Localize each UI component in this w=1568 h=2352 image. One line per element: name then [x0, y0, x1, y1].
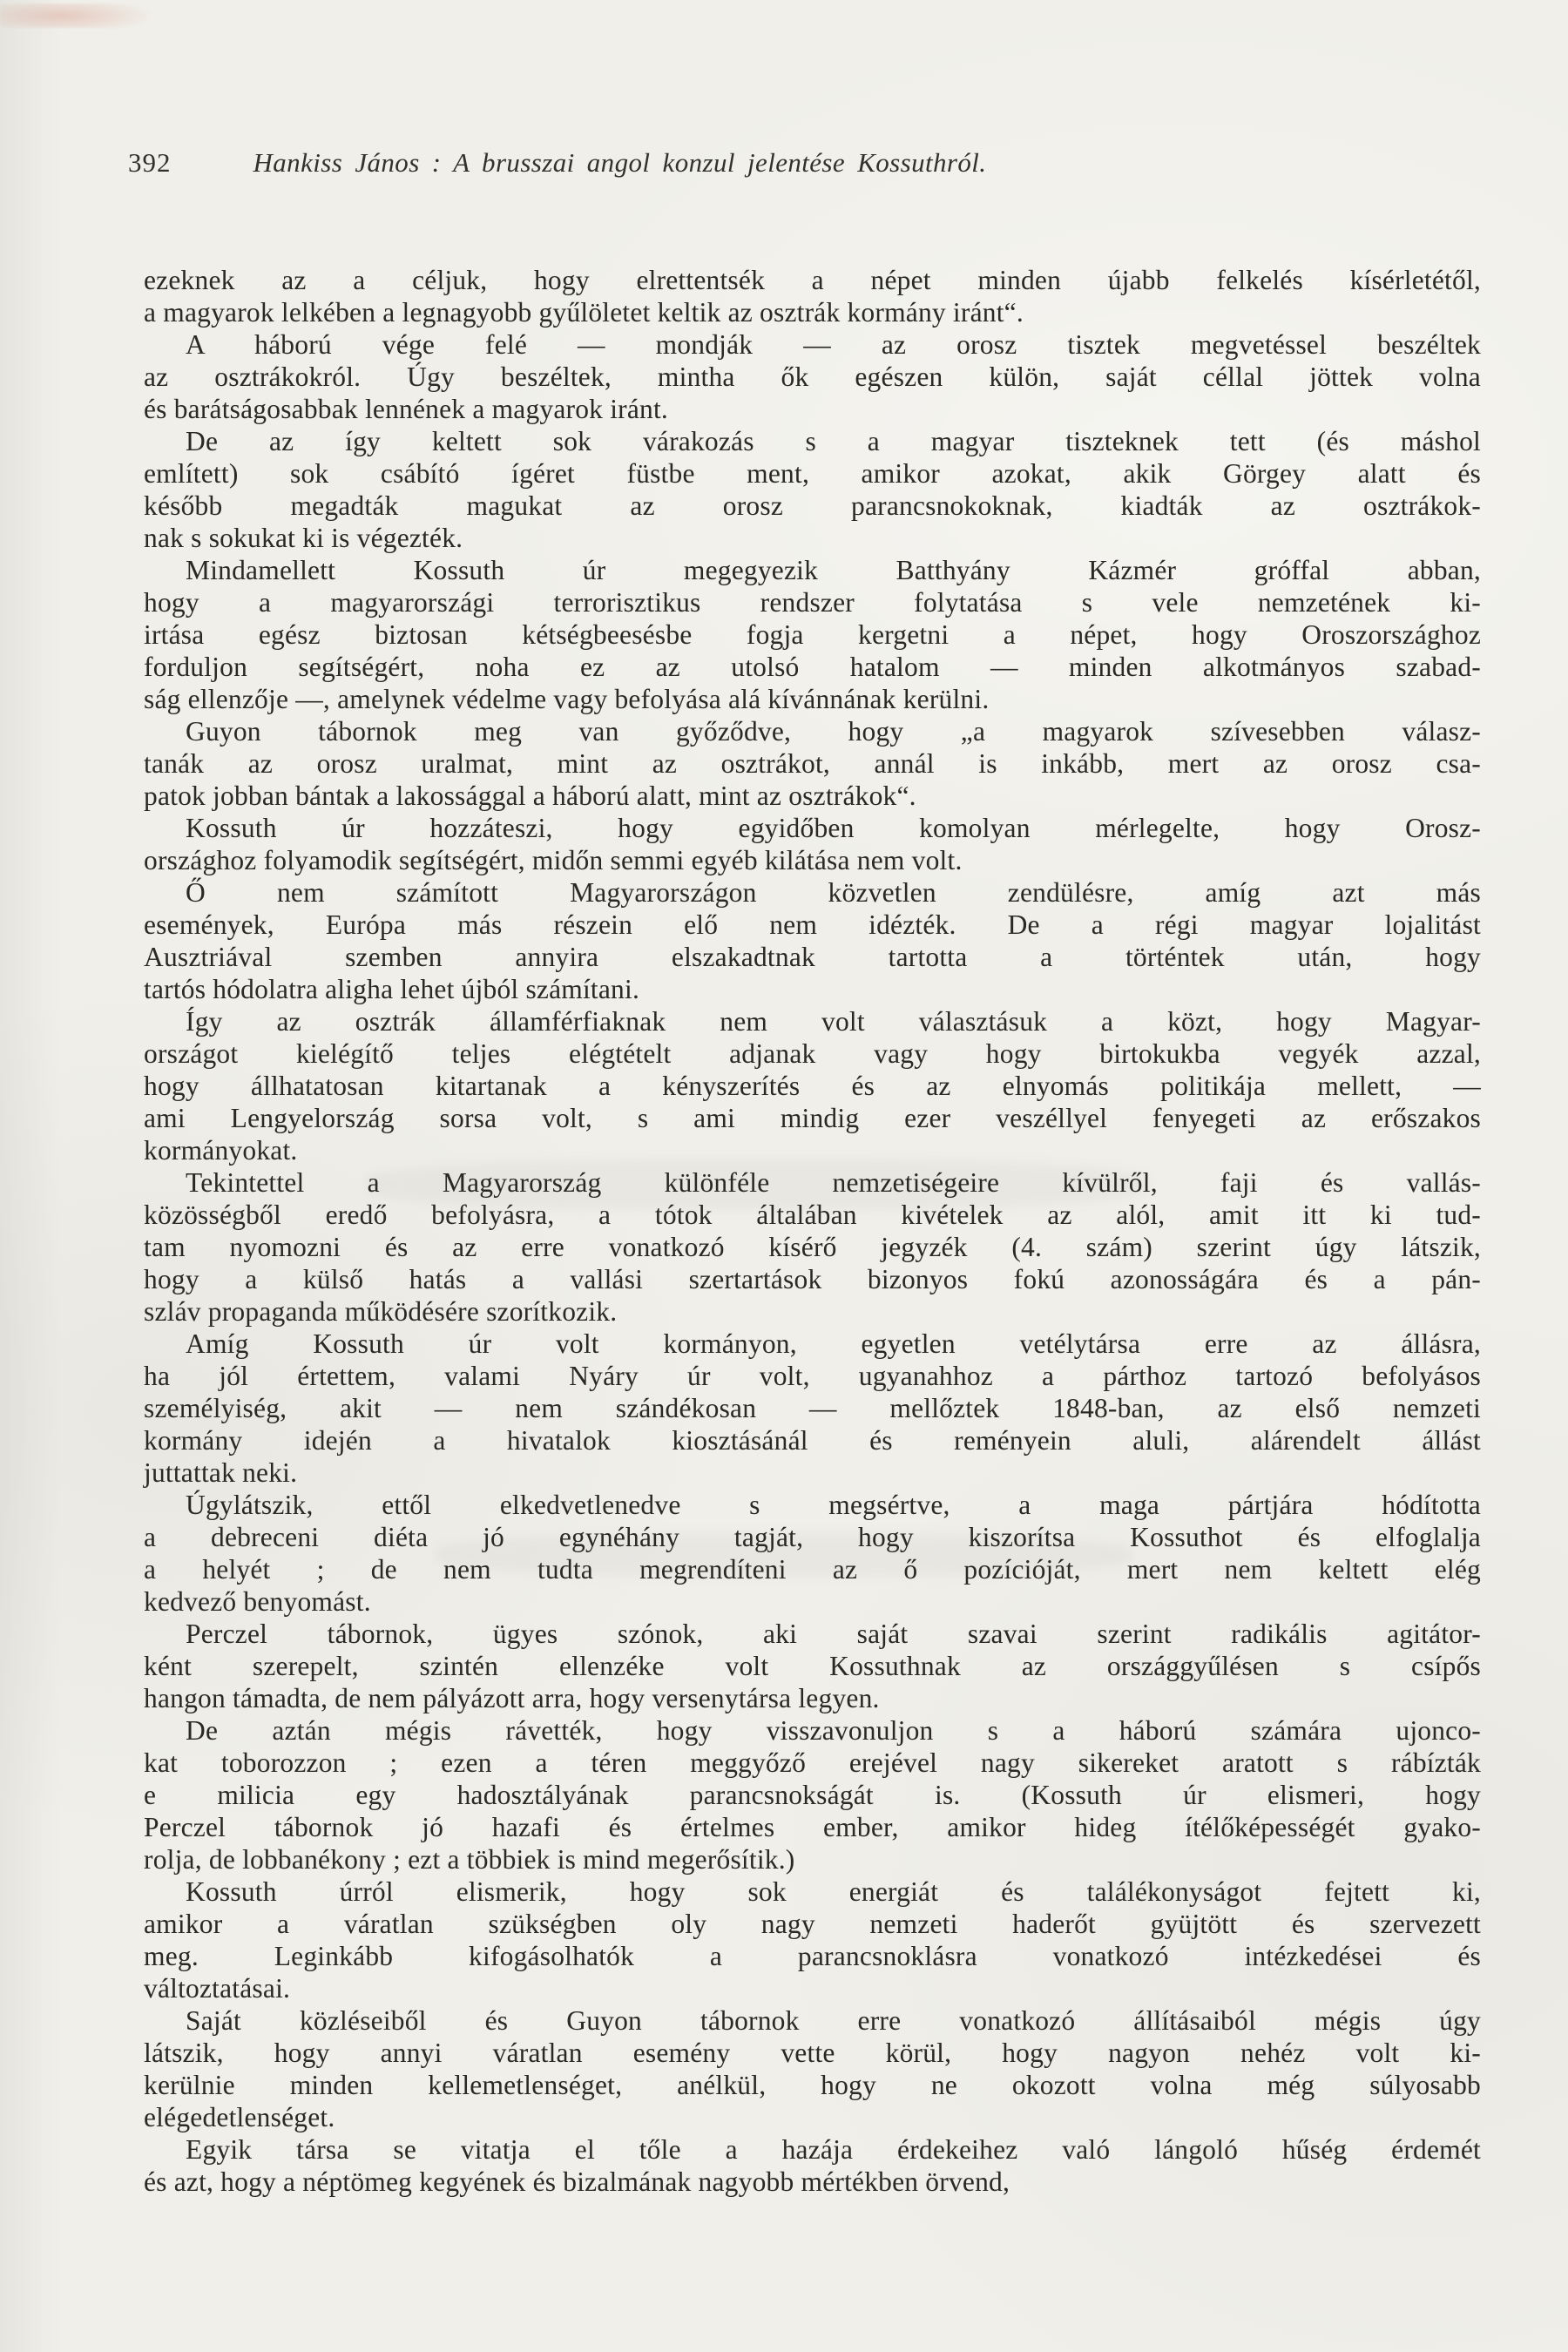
text-line: De az így keltett sok várakozás s a magyar tiszteknek tett (és máshol: [186, 426, 1481, 456]
text-line: Amíg Kossuth úr volt kormányon, egyetlen vetélytársa erre az állásra,: [186, 1328, 1481, 1359]
text-line: irtása egész biztosan kétségbeesésbe fogja kergetni a népet, hogy Oroszországhoz: [144, 619, 1481, 650]
text-line: látszik, hogy annyi váratlan esemény vette körül, hogy nagyon nehéz volt ki-: [144, 2038, 1481, 2068]
page-header: [128, 147, 1435, 179]
text-line: A háború vége felé — mondják — az orosz tisztek megvetéssel beszéltek: [186, 329, 1481, 360]
text-line: és barátságosabbak lennének a magyarok iránt.: [144, 394, 669, 424]
text-line: országot kielégítő teljes elégtételt adjanak vagy hogy birtokukba vegyék azzal,: [144, 1038, 1481, 1069]
text-line: juttattak neki.: [144, 1457, 298, 1488]
text-line: amikor a váratlan szükségben oly nagy nemzeti haderőt gyüjtött és szervezett: [144, 1909, 1481, 1939]
text-line: Saját közléseiből és Guyon tábornok erre vonatkozó állításaiból mégis úgy: [186, 2005, 1481, 2036]
text-line: hangon támadta, de nem pályázott arra, hogy versenytársa legyen.: [144, 1683, 880, 1713]
text-line: Úgylátszik, ettől elkedvetlenedve s megsértve, a maga pártjára hódította: [186, 1490, 1481, 1520]
page-number: 392: [128, 147, 172, 178]
text-line: rolja, de lobbanékony ; ezt a többiek is mind megerősítik.): [144, 1844, 795, 1875]
text-line: az osztrákokról. Úgy beszéltek, mintha ők egészen külön, saját céllal jöttek volna: [144, 362, 1481, 392]
text-line: De aztán mégis rávették, hogy visszavonuljon s a háború számára ujonco-: [186, 1715, 1481, 1746]
text-line: és azt, hogy a néptömeg kegyének és bizalmának nagyobb mértékben örvend,: [144, 2166, 1010, 2197]
text-line: Ő nem számított Magyarországon közvetlen zendülésre, amíg azt más: [186, 877, 1481, 908]
text-line: kedvező benyomást.: [144, 1586, 371, 1617]
text-line: ezeknek az a céljuk, hogy elrettentsék a népet minden újabb felkelés kísérletétől,: [144, 265, 1481, 295]
text-line: ha jól értettem, valami Nyáry úr volt, ugyanahhoz a párthoz tartozó befolyásos: [144, 1361, 1481, 1391]
text-line: változtatásai.: [144, 1973, 291, 2004]
text-line: nak s sokukat ki is végezték.: [144, 523, 463, 553]
text-line: ami Lengyelország sorsa volt, s ami mindig ezer veszéllyel fenyegeti az erőszakos: [144, 1103, 1481, 1133]
text-line: személyiség, akit — nem szándékosan — mellőztek 1848-ban, az első nemzeti: [144, 1393, 1481, 1423]
text-line: ként szerepelt, szintén ellenzéke volt Kossuthnak az országgyűlésen s csípős: [144, 1651, 1481, 1681]
text-line: forduljon segítségért, noha ez az utolsó hatalom — minden alkotmányos szabad-: [144, 652, 1481, 682]
body-text: [144, 264, 1481, 2198]
text-line: Tekintettel a Magyarország különféle nemzetiségeire kívülről, faji és vallás-: [186, 1167, 1481, 1198]
text-line: elégedetlenséget.: [144, 2102, 335, 2132]
text-line: Perczel tábornok, ügyes szónok, aki saját szavai szerint radikális agitátor-: [186, 1619, 1481, 1649]
text-line: Guyon tábornok meg van győződve, hogy „a magyarok szívesebben válasz-: [186, 716, 1481, 747]
text-line: országhoz folyamodik segítségért, midőn semmi egyéb kilátása nem volt.: [144, 845, 963, 875]
text-line: a magyarok lelkében a legnagyobb gyűlöletet keltik az osztrák kormány iránt“.: [144, 297, 1024, 328]
text-line: tanák az orosz uralmat, mint az osztrákot, annál is inkább, mert az orosz csa-: [144, 748, 1481, 779]
text-line: hogy állhatatosan kitartanak a kényszerítés és az elnyomás politikája mellett, —: [144, 1071, 1481, 1101]
text-line: hogy a magyarországi terrorisztikus rendszer folytatása s vele nemzetének ki-: [144, 587, 1481, 618]
text-line: tartós hódolatra aligha lehet újból számítani.: [144, 974, 640, 1004]
scan-edge-shadow: [0, 0, 61, 2352]
text-line: Egyik társa se vitatja el tőle a hazája érdekeihez való lángoló hűség érdemét: [186, 2134, 1481, 2165]
text-line: a helyét ; de nem tudta megrendíteni az ő pozícióját, mert nem keltett elég: [144, 1554, 1481, 1585]
text-line: Így az osztrák államférfiaknak nem volt választásuk a közt, hogy Magyar-: [186, 1006, 1481, 1037]
text-line: szláv propaganda működésére szorítkozik.: [144, 1296, 618, 1327]
text-line: patok jobban bántak a lakossággal a háború alatt, mint az osztrákok“.: [144, 781, 916, 811]
text-line: kormányokat.: [144, 1135, 298, 1166]
text-line: Kossuth úr hozzáteszi, hogy egyidőben komolyan mérlegelte, hogy Orosz-: [186, 813, 1481, 843]
text-line: a debreceni diéta jó egynéhány tagját, hogy kiszorítsa Kossuthot és elfoglalja: [144, 1522, 1481, 1552]
text-line: Ausztriával szemben annyira elszakadtnak tartotta a történtek után, hogy: [144, 942, 1481, 972]
text-line: e milicia egy hadosztályának parancsnokságát is. (Kossuth úr elismeri, hogy: [144, 1780, 1481, 1810]
text-line: kormány idején a hivatalok kiosztásánál és reményein aluli, alárendelt állást: [144, 1425, 1481, 1456]
text-line: említett) sok csábító ígéret füstbe ment, amikor azokat, akik Görgey alatt és: [144, 458, 1481, 489]
text-line: hogy a külső hatás a vallási szertartások bizonyos fokú azonosságára és a pán-: [144, 1264, 1481, 1294]
running-title: Hankiss János : A brusszai angol konzul jelentése Kossuthról.: [253, 147, 987, 178]
text-line: tam nyomozni és az erre vonatkozó kísérő jegyzék (4. szám) szerint úgy látszik,: [144, 1232, 1481, 1262]
text-line: Mindamellett Kossuth úr megegyezik Batthyány Kázmér gróffal abban,: [186, 555, 1481, 585]
text-line: később megadták magukat az orosz parancsnokoknak, kiadták az osztrákok-: [144, 490, 1481, 521]
text-line: Kossuth úrról elismerik, hogy sok energiát és találékonyságot fejtett ki,: [186, 1876, 1481, 1907]
text-line: ság ellenzője —, amelynek védelme vagy befolyása alá kívánnának kerülni.: [144, 684, 990, 714]
text-line: meg. Leginkább kifogásolhatók a parancsnoklásra vonatkozó intézkedései és: [144, 1941, 1481, 1971]
text-line: események, Európa más részein elő nem idézték. De a régi magyar lojalitást: [144, 909, 1481, 940]
text-line: Perczel tábornok jó hazafi és értelmes ember, amikor hideg ítélőképességét gyako-: [144, 1812, 1481, 1842]
text-line: kat toborozzon ; ezen a téren meggyőző erejével nagy sikereket aratott s rábízták: [144, 1747, 1481, 1778]
text-line: kerülnie minden kellemetlenséget, anélkül, hogy ne okozott volna még súlyosabb: [144, 2070, 1481, 2100]
text-line: közösségből eredő befolyásra, a tótok általában kivételek az alól, amit itt ki tud-: [144, 1200, 1481, 1230]
